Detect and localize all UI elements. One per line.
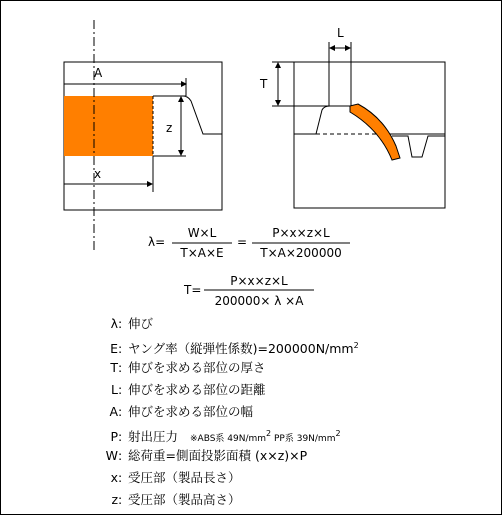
legend-symbol: x: [110, 470, 118, 485]
legend-a: A: 伸びを求める部位の幅: [104, 404, 253, 419]
formula-2-numerator: P×x×z×L: [272, 226, 330, 240]
right-mold-diagram: [272, 42, 445, 208]
legend-text: ヤング率（縦弾性係数)=200000N/mm: [128, 341, 354, 357]
deflected-rib-orange: [350, 104, 400, 160]
legend-text: 伸び: [128, 316, 154, 331]
formula-1-denominator: T×A×E: [180, 246, 224, 260]
right-mold-box: [294, 62, 445, 208]
label-l: L: [337, 26, 344, 40]
legend-z: z: 受圧部（製品高さ）: [104, 492, 241, 507]
formula-3-denominator: 200000× λ ×A: [214, 294, 304, 308]
label-x: x: [94, 167, 102, 181]
t-lhs: T=: [184, 283, 202, 297]
legend-text: 総荷重=側面投影面積 (x×z)×P: [128, 448, 308, 463]
legend-symbol: L: [111, 382, 118, 397]
legend-note-superscript: 2: [266, 429, 272, 438]
legend-note-2-superscript: 2: [335, 429, 341, 438]
legend-superscript: 2: [353, 341, 359, 350]
label-a: A: [94, 66, 103, 80]
legend-symbol: z: [111, 492, 118, 507]
legend-symbol: W: [105, 448, 118, 463]
label-t: T: [260, 77, 268, 91]
legend-l: L: 伸びを求める部位の距離: [104, 382, 266, 397]
legend-x: x: 受圧部（製品長さ）: [104, 470, 241, 485]
legend-symbol: E: [110, 341, 118, 357]
deflected-rib-outline: [392, 136, 445, 157]
legend-text: 受圧部（製品長さ）: [128, 470, 241, 485]
legend-e: E: ヤング率（縦弾性係数)$=200000N/mm^2$: [104, 338, 359, 356]
legend-w: W: 総荷重=側面投影面積 (x×z)×P: [105, 448, 308, 463]
legend-note-2: PP系 39N/mm: [271, 434, 336, 445]
formula-1-numerator: W×L: [187, 226, 217, 240]
legend-symbol: P: [110, 429, 118, 445]
rib-profile: [153, 96, 222, 134]
legend-text: 伸びを求める部位の厚さ: [128, 360, 266, 375]
label-z: z: [166, 121, 173, 135]
legend-lambda: λ: 伸び: [104, 316, 153, 331]
legend-text: 受圧部（製品高さ）: [128, 492, 241, 507]
legend-symbol: T: [110, 360, 118, 375]
left-mold-diagram: [64, 20, 222, 252]
legend-text: 伸びを求める部位の幅: [128, 404, 254, 419]
orange-pressure-area: [64, 96, 153, 156]
legend-symbol: A: [109, 404, 118, 419]
formula-2-denominator: T×A×200000: [260, 246, 342, 260]
legend-text: 射出圧力: [128, 429, 179, 445]
legend-symbol: λ: [110, 316, 118, 331]
equals-sign: =: [237, 235, 248, 249]
legend-text: 伸びを求める部位の距離: [128, 382, 266, 397]
formula-3-numerator: P×x×z×L: [230, 274, 288, 288]
legend-t: T: 伸びを求める部位の厚さ: [104, 360, 266, 375]
legend-note: ※ABS系 49N/mm: [190, 434, 267, 445]
legend-p: P: 射出圧力 ※ABS系 $49N/mm^2$ PP系 $39N/mm^2$: [104, 426, 341, 447]
lambda-lhs: λ=: [148, 235, 166, 249]
